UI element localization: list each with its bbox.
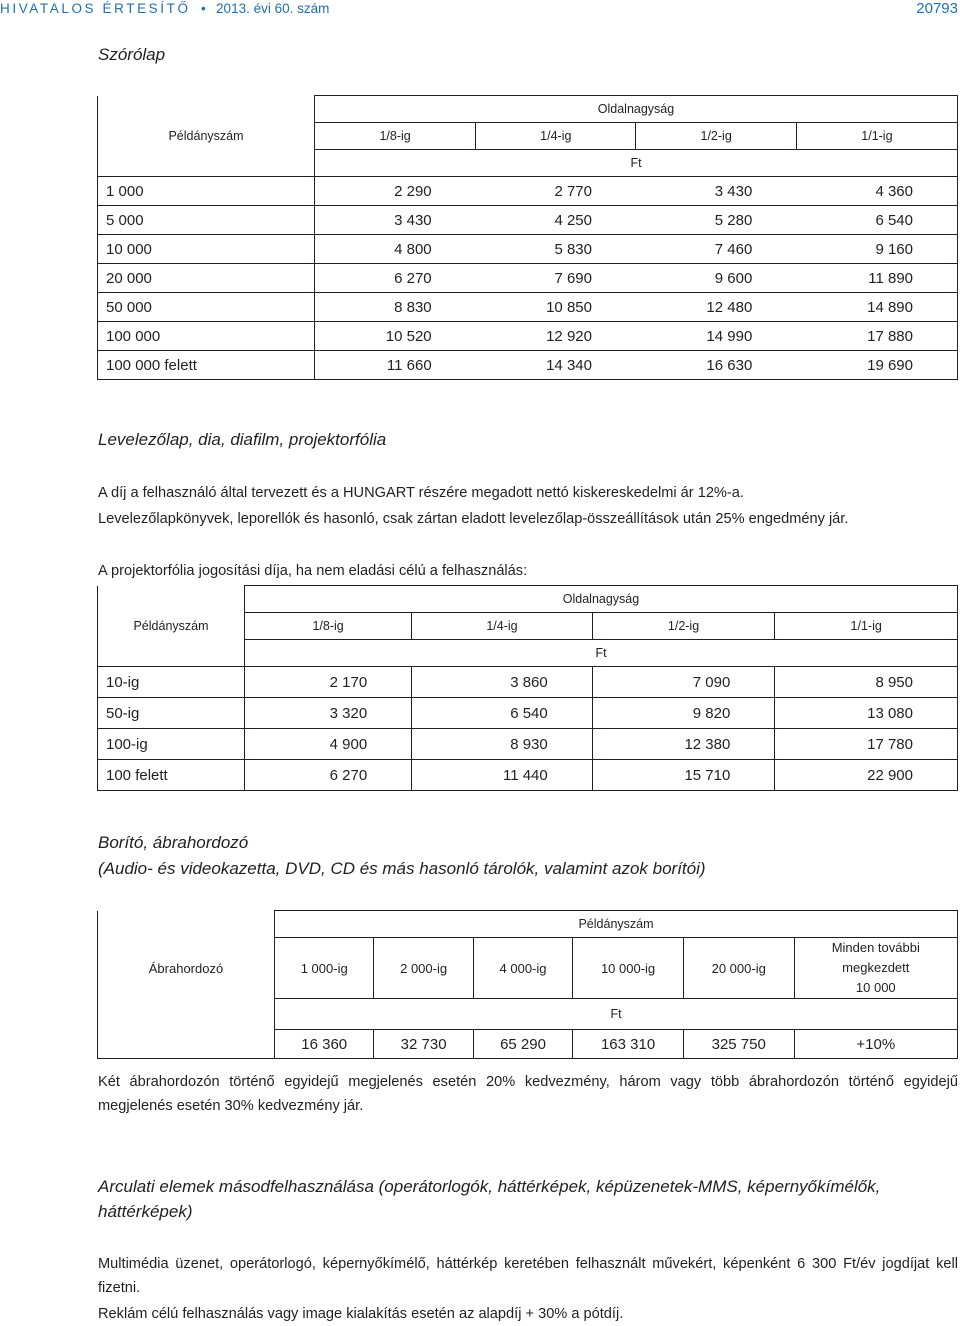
page-number: 20793	[916, 0, 958, 17]
table-row	[98, 351, 958, 380]
cell: 50-ig	[98, 698, 245, 729]
col-header: 1/1-ig	[775, 613, 958, 640]
paragraph-multimedia: Multimédia üzenet, operátorlogó, képernyőkímélő, háttérkép keretében felhasznált művekért, képenként 6 300 Ft/év jogdíjat kell fizetni.	[98, 1256, 958, 1296]
table-row	[98, 206, 958, 235]
table-szorolap	[97, 95, 958, 380]
cell: 163 310	[573, 1030, 684, 1059]
col-header: 2 000-ig	[374, 938, 473, 999]
table-row	[98, 729, 958, 760]
section-title-borito: Borító, ábrahordozó	[98, 833, 249, 852]
unit-ft: Ft	[245, 640, 958, 667]
cell: 9 160	[796, 235, 957, 264]
cell: 19 690	[796, 351, 957, 380]
table-row	[98, 698, 958, 729]
table-row	[98, 760, 958, 791]
cell: 32 730	[374, 1030, 473, 1059]
cell: 10 850	[476, 293, 636, 322]
table-row	[98, 177, 958, 206]
cell: 325 750	[683, 1030, 794, 1059]
table-row	[98, 322, 958, 351]
cell: 100 felett	[98, 760, 245, 791]
table-abrahordozo	[97, 910, 958, 1059]
section-title-szorolap: Szórólap	[98, 45, 166, 64]
cell: 17 880	[796, 322, 957, 351]
col-header: 4 000-ig	[473, 938, 572, 999]
cell: 13 080	[775, 698, 958, 729]
cell: 100-ig	[98, 729, 245, 760]
cell: 10 520	[315, 322, 476, 351]
col-header-line: 10 000	[855, 980, 896, 995]
col-header: 1/4-ig	[476, 123, 636, 150]
cell: 8 950	[775, 667, 958, 698]
journal-title-line	[0, 1, 329, 16]
cell: 3 430	[636, 177, 796, 206]
cell: 20 000	[98, 264, 315, 293]
cell: 4 900	[245, 729, 412, 760]
paragraph-engedmeny: Levelezőlapkönyvek, leporellók és hasonló, csak zártan eladott levelezőlap-összeállítások után 25% engedmény jár.	[98, 511, 849, 527]
cell: 10-ig	[98, 667, 245, 698]
cell: 5 830	[476, 235, 636, 264]
table-row	[98, 1030, 958, 1059]
cell: 14 890	[796, 293, 957, 322]
cell: 100 000 felett	[98, 351, 315, 380]
col-header-line: megkezdett	[842, 960, 910, 975]
cell: 22 900	[775, 760, 958, 791]
col-header: 1/2-ig	[636, 123, 796, 150]
cell: 15 710	[592, 760, 775, 791]
cell: 9 600	[636, 264, 796, 293]
cell: 6 540	[412, 698, 593, 729]
cell: 12 480	[636, 293, 796, 322]
cell: 6 270	[315, 264, 476, 293]
cell: 16 360	[275, 1030, 374, 1059]
table-projektorfolia	[97, 585, 958, 791]
col-header: 1/8-ig	[245, 613, 412, 640]
header-abrahordozo: Ábrahordozó	[98, 938, 275, 999]
cell: 50 000	[98, 293, 315, 322]
cell: 4 800	[315, 235, 476, 264]
cell: 3 320	[245, 698, 412, 729]
cell: 14 990	[636, 322, 796, 351]
table-row	[98, 293, 958, 322]
cell: 8 830	[315, 293, 476, 322]
section-title-arculati: Arculati elemek másodfelhasználása (operátorlogók, háttérképek, képüzenetek-MMS, képernyőkímélők, háttérképek)	[98, 1177, 881, 1221]
header-oldalnagysag: Oldalnagyság	[245, 586, 958, 613]
unit-ft: Ft	[275, 999, 958, 1030]
cell: 12 380	[592, 729, 775, 760]
cell: 5 000	[98, 206, 315, 235]
col-header: 1/4-ig	[412, 613, 593, 640]
cell: 6 540	[796, 206, 957, 235]
cell: 4 360	[796, 177, 957, 206]
col-header: 20 000-ig	[683, 938, 794, 999]
cell: 16 630	[636, 351, 796, 380]
col-header-line: Minden további	[831, 940, 920, 955]
cell: 65 290	[473, 1030, 572, 1059]
paragraph-kedvezmeny: Két ábrahordozón történő egyidejű megjelenés esetén 20% kedvezmény, három vagy több ábrahordozón történő egyidejű megjelenés esetén 30% kedvezmény jár.	[98, 1074, 958, 1114]
cell: 11 440	[412, 760, 593, 791]
col-header: 1/2-ig	[592, 613, 775, 640]
header-peldanyszam: Példányszám	[275, 911, 958, 938]
cell: 9 820	[592, 698, 775, 729]
cell: 7 690	[476, 264, 636, 293]
issue-label: 2013. évi 60. szám	[216, 1, 330, 16]
col-header: 10 000-ig	[573, 938, 684, 999]
paragraph-projektorfolia: A projektorfólia jogosítási díja, ha nem eladási célú a felhasználás:	[98, 563, 528, 579]
table-row	[98, 667, 958, 698]
journal-name: HIVATALOS ÉRTESÍTŐ	[0, 1, 191, 16]
cell: 2 170	[245, 667, 412, 698]
cell: 5 280	[636, 206, 796, 235]
running-header	[0, 0, 960, 19]
cell: 14 340	[476, 351, 636, 380]
col-header: 1/8-ig	[315, 123, 476, 150]
section-title-levelezolap: Levelezőlap, dia, diafilm, projektorfólia	[98, 430, 387, 449]
cell: 12 920	[476, 322, 636, 351]
col-header-minden-tovabbi	[794, 938, 957, 999]
header-peldanyszam: Példányszám	[98, 613, 245, 640]
cell: 7 090	[592, 667, 775, 698]
cell: 3 430	[315, 206, 476, 235]
header-oldalnagysag: Oldalnagyság	[315, 96, 958, 123]
cell: 3 860	[412, 667, 593, 698]
cell: 100 000	[98, 322, 315, 351]
unit-ft: Ft	[315, 150, 958, 177]
header-bullet: •	[200, 1, 206, 16]
cell: 10 000	[98, 235, 315, 264]
cell: 11 890	[796, 264, 957, 293]
cell: 2 770	[476, 177, 636, 206]
cell: 8 930	[412, 729, 593, 760]
col-header: 1 000-ig	[275, 938, 374, 999]
cell: 2 290	[315, 177, 476, 206]
table-row	[98, 235, 958, 264]
cell: 17 780	[775, 729, 958, 760]
paragraph-dij: A díj a felhasználó által tervezett és a HUNGART részére megadott nettó kiskereskedelmi ár 12%-a.	[98, 485, 744, 501]
cell: 11 660	[315, 351, 476, 380]
cell: 7 460	[636, 235, 796, 264]
header-peldanyszam: Példányszám	[98, 123, 315, 150]
cell: 6 270	[245, 760, 412, 791]
paragraph-reklam: Reklám célú felhasználás vagy image kialakítás esetén az alapdíj + 30% a pótdíj.	[98, 1306, 624, 1322]
cell: +10%	[794, 1030, 957, 1059]
cell: 1 000	[98, 177, 315, 206]
table-row	[98, 264, 958, 293]
col-header: 1/1-ig	[796, 123, 957, 150]
cell: 4 250	[476, 206, 636, 235]
section-subtitle-borito: (Audio- és videokazetta, DVD, CD és más hasonló tárolók, valamint azok borítói)	[98, 859, 706, 878]
